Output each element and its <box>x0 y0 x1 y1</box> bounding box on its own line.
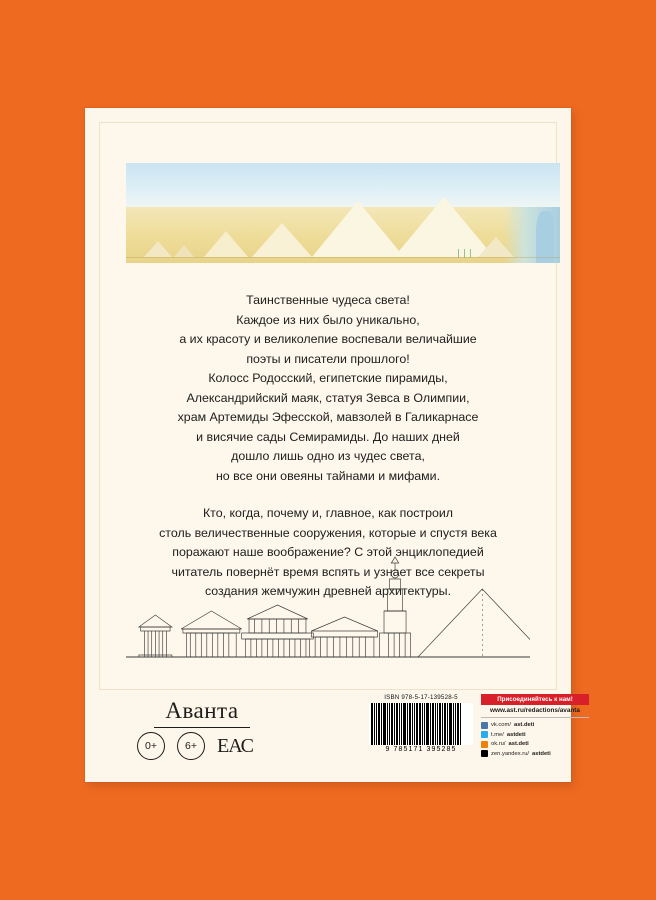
social-box <box>481 694 589 759</box>
barcode-bars <box>369 703 473 745</box>
social-links-list <box>481 721 589 758</box>
blurb-line: храм Артемиды Эфесской, мавзолей в Галикарнасе <box>177 410 479 424</box>
cover-inner-panel <box>99 122 557 690</box>
social-link-prefix: t.me/ <box>491 731 504 738</box>
publisher-name: Аванта <box>165 698 239 723</box>
social-link-prefix: zen.yandex.ru/ <box>491 750 530 757</box>
temple-left <box>139 615 172 657</box>
social-link-zen[interactable] <box>481 750 589 759</box>
odnoklassniki-icon <box>481 741 488 748</box>
publisher-rule <box>154 727 250 728</box>
isbn-text: ISBN 978-5-17-139528-5 <box>384 694 458 701</box>
blurb-paragraph-1 <box>130 291 526 486</box>
blurb-line: Кто, когда, почему и, главное, как построил <box>202 506 454 520</box>
blurb-line: читатель повернёт время вспять и узнает все секреты <box>171 564 485 579</box>
blurb-line: дошло лишь одно из чудес света, <box>231 449 425 463</box>
blurb-line: столь величественные сооружения, которые и спустя века <box>159 525 497 540</box>
rating-marks <box>137 732 287 760</box>
zen-icon <box>481 750 488 757</box>
pyramid-medium-2 <box>252 223 312 257</box>
blurb-line: но все они овеяны тайнами и мифами. <box>215 468 441 483</box>
lighthouse-alexandria <box>379 557 410 657</box>
blurb-line: и висячие сады Семирамиды. До наших дней <box>196 429 460 444</box>
social-link-prefix: ok.ru/ <box>491 741 506 747</box>
social-link-prefix: vk.com/ <box>491 722 511 728</box>
pyramid-small-3 <box>478 237 514 257</box>
social-link-odnoklassniki[interactable] <box>481 740 589 749</box>
age-rating-badge: 0+ <box>137 732 165 760</box>
blurb-line: Таинственные чудеса света! <box>246 293 410 307</box>
pyramid-large-1 <box>312 201 404 257</box>
social-link-handle: astdeti <box>532 750 551 757</box>
book-cover <box>85 108 580 782</box>
egyptian-pyramids-desert-nile-illustration <box>126 163 560 263</box>
blurb-line: а их красоту и великолепие воспевали величайшие <box>179 332 477 346</box>
blurb-line: Каждое из них было уникально, <box>236 312 420 327</box>
pyramid-small-2 <box>174 245 194 257</box>
social-link-vk[interactable] <box>481 721 589 730</box>
colonnade <box>311 617 377 657</box>
blurb-line: поражают наше воображение? С этой энциклопедией <box>172 545 484 559</box>
barcode-block <box>369 694 473 753</box>
blurb-line: Колосс Родосский, египетские пирамиды, <box>208 371 448 385</box>
eac-mark: ЕАС <box>217 734 254 757</box>
blurb-line: Александрийский маяк, статуя Зевса в Олимпии, <box>186 390 470 405</box>
ancient-wonders-line-art-skyline <box>126 547 530 667</box>
cover-footer <box>85 690 580 782</box>
social-link-handle: ast.deti <box>508 741 529 747</box>
pyramid-small-1 <box>144 241 172 257</box>
publisher-logo <box>137 698 267 728</box>
telegram-icon <box>481 731 488 738</box>
social-link-handle: astdeti <box>506 731 526 738</box>
social-link-telegram[interactable] <box>481 731 589 740</box>
blurb-line: поэты и писатели прошлого! <box>246 351 410 366</box>
temple-complex <box>181 611 242 657</box>
pyramid-medium-1 <box>204 231 248 257</box>
publisher-website[interactable]: www.ast.ru/redactions/avanta <box>481 705 589 718</box>
mausoleum <box>242 605 314 657</box>
social-title: Присоединяйтесь к нам! <box>481 694 589 705</box>
great-pyramid <box>418 589 530 657</box>
barcode-digits: 9 785171 395285 <box>385 746 457 753</box>
vk-icon <box>481 722 488 729</box>
blurb-line: создания жемчужин древней архитектуры. <box>204 584 452 598</box>
social-link-handle: ast.deti <box>513 722 535 728</box>
age-rating-badge-alt: 6+ <box>177 732 205 760</box>
horizon-line <box>126 257 560 258</box>
